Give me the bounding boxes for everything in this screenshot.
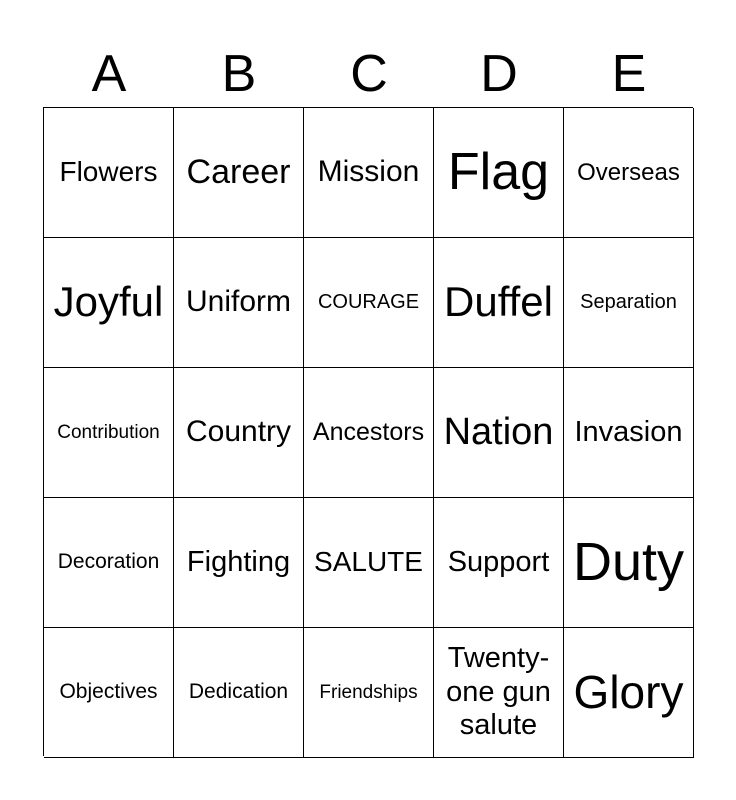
header-letter-b: B	[221, 45, 257, 103]
bingo-header	[44, 40, 694, 108]
bingo-cell[interactable]: Glory	[564, 628, 694, 758]
bingo-cell[interactable]: Separation	[564, 238, 694, 368]
bingo-cell[interactable]: Dedication	[174, 628, 304, 758]
bingo-cell[interactable]: Mission	[304, 108, 434, 238]
bingo-cell[interactable]: Duffel	[434, 238, 564, 368]
bingo-cell[interactable]: Support	[434, 498, 564, 628]
bingo-cell[interactable]: Friendships	[304, 628, 434, 758]
bingo-cell[interactable]: Uniform	[174, 238, 304, 368]
bingo-cell[interactable]: SALUTE	[304, 498, 434, 628]
bingo-cell[interactable]: Contribution	[44, 368, 174, 498]
bingo-cell[interactable]: Fighting	[174, 498, 304, 628]
bingo-cell[interactable]: Invasion	[564, 368, 694, 498]
bingo-cell[interactable]: Overseas	[564, 108, 694, 238]
bingo-cell[interactable]: Flag	[434, 108, 564, 238]
header-letter-a: A	[91, 45, 127, 103]
bingo-cell[interactable]: Country	[174, 368, 304, 498]
header-letter-e: E	[611, 45, 647, 103]
bingo-cell[interactable]: Career	[174, 108, 304, 238]
bingo-cell[interactable]: Twenty-one gun salute	[434, 628, 564, 758]
bingo-cell[interactable]: Ancestors	[304, 368, 434, 498]
bingo-cell[interactable]: COURAGE	[304, 238, 434, 368]
bingo-grid	[43, 107, 693, 756]
bingo-cell[interactable]: Decoration	[44, 498, 174, 628]
bingo-cell[interactable]: Joyful	[44, 238, 174, 368]
bingo-cell[interactable]: Flowers	[44, 108, 174, 238]
header-letter-c: C	[350, 45, 388, 103]
header-letter-d: D	[480, 45, 518, 103]
bingo-cell[interactable]: Duty	[564, 498, 694, 628]
bingo-cell[interactable]: Objectives	[44, 628, 174, 758]
bingo-cell[interactable]: Nation	[434, 368, 564, 498]
